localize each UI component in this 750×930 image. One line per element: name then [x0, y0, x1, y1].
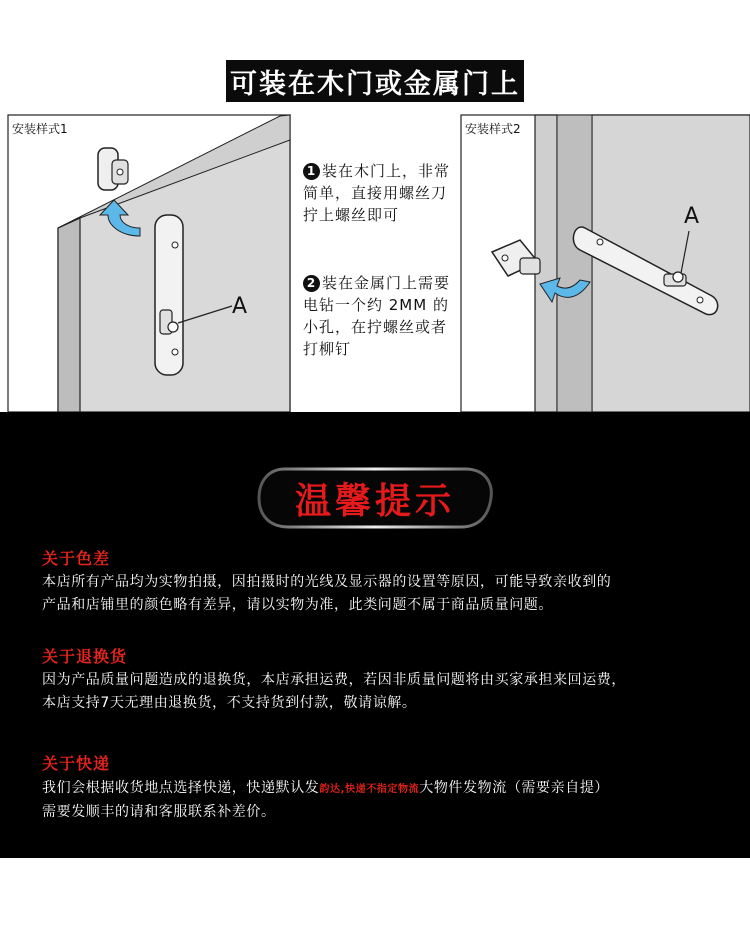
page-title: 可装在木门或金属门上: [226, 60, 524, 102]
panel2-label: 安装样式2: [465, 122, 521, 136]
shipping-title: 关于快递: [42, 754, 111, 773]
panel1-marker-a: A: [232, 294, 248, 319]
step-2: [303, 272, 458, 360]
shipping-line-2: 需要发顺丰的请和客服联系补差价。: [42, 804, 276, 820]
shipping-line-1-highlight: 韵达,快递不指定物流: [319, 784, 420, 795]
step-1: [303, 160, 453, 226]
shipping-line-1-suffix: 大物件发物流（需要亲自提）: [419, 780, 610, 796]
return-body: [42, 669, 732, 715]
color-diff-line-2: 产品和店铺里的颜色略有差异，请以实物为准，此类问题不属于商品质量问题。: [42, 597, 553, 613]
step-2-number: 2: [303, 275, 320, 292]
color-diff-title: 关于色差: [42, 549, 111, 568]
return-title: 关于退换货: [42, 647, 128, 666]
notice-badge: 温馨提示: [294, 480, 455, 522]
metal-door-edge: [557, 115, 592, 412]
step-2-text: 装在金属门上需要电钻一个约 2MM 的小孔，在拧螺丝或者打柳钉: [303, 274, 451, 358]
panel1-label: 安装样式1: [12, 122, 68, 136]
wood-door-edge: [58, 218, 80, 412]
shipping-line-1: [42, 777, 732, 801]
shipping-body: [42, 777, 732, 824]
color-diff-line-1: 本店所有产品均为实物拍摄，因拍摄时的光线及显示器的设置等原因，可能导致亲收到的: [42, 574, 612, 590]
color-diff-body: [42, 571, 732, 617]
step-1-text: 装在木门上，非常简单，直接用螺丝刀拧上螺丝即可: [303, 162, 451, 224]
return-line-1: 因为产品质量问题造成的退换货，本店承担运费，若因非质量问题将由买家承担来回运费，: [42, 672, 626, 688]
step-1-number: 1: [303, 163, 320, 180]
panel2-marker-a: A: [684, 204, 700, 229]
return-line-2: 本店支持7天无理由退换货，不支持货到付款，敬请谅解。: [42, 695, 417, 711]
shipping-line-1-prefix: 我们会根据收货地点选择快递，快递默认发: [42, 780, 320, 796]
